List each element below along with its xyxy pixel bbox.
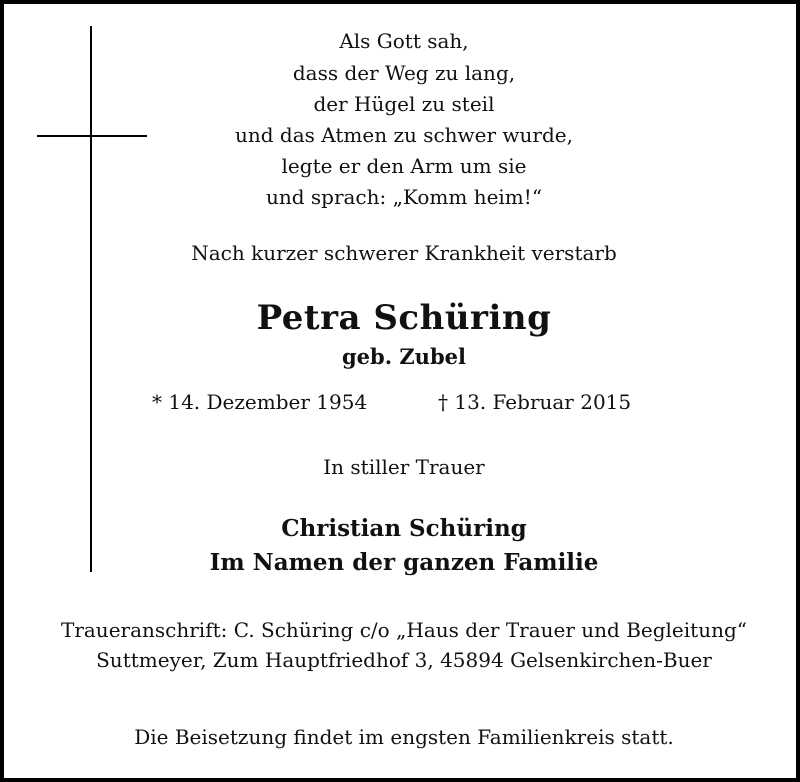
address-line: Traueranschrift: C. Schüring c/o „Haus der Trauer und Begleitung“ (60, 618, 747, 642)
mourner-name: Christian Schüring (281, 515, 527, 542)
poem-line: Als Gott sah, (339, 29, 469, 53)
poem-line: legte er den Arm um sie (281, 154, 527, 178)
mourner-family: Im Namen der ganzen Familie (209, 549, 599, 576)
poem-line: und das Atmen zu schwer wurde, (235, 123, 573, 147)
maiden-name: geb. Zubel (342, 344, 466, 369)
poem-line: dass der Weg zu lang, (292, 61, 516, 85)
burial-note: Die Beisetzung findet im engsten Familienkreis statt. (134, 725, 674, 749)
poem-line: und sprach: „Komm heim!“ (265, 185, 543, 209)
deceased-name: Petra Schüring (256, 298, 552, 338)
poem-line: der Hügel zu steil (313, 92, 495, 116)
birth-date: * 14. Dezember 1954 (152, 390, 368, 414)
death-date: † 13. Februar 2015 (438, 390, 632, 414)
death-announcement-intro: Nach kurzer schwerer Krankheit verstarb (191, 241, 617, 265)
cross-symbol-horizontal (37, 135, 147, 137)
address-line: Suttmeyer, Zum Hauptfriedhof 3, 45894 Gelsenkirchen-Buer (96, 648, 712, 672)
mourning-phrase: In stiller Trauer (323, 455, 485, 479)
